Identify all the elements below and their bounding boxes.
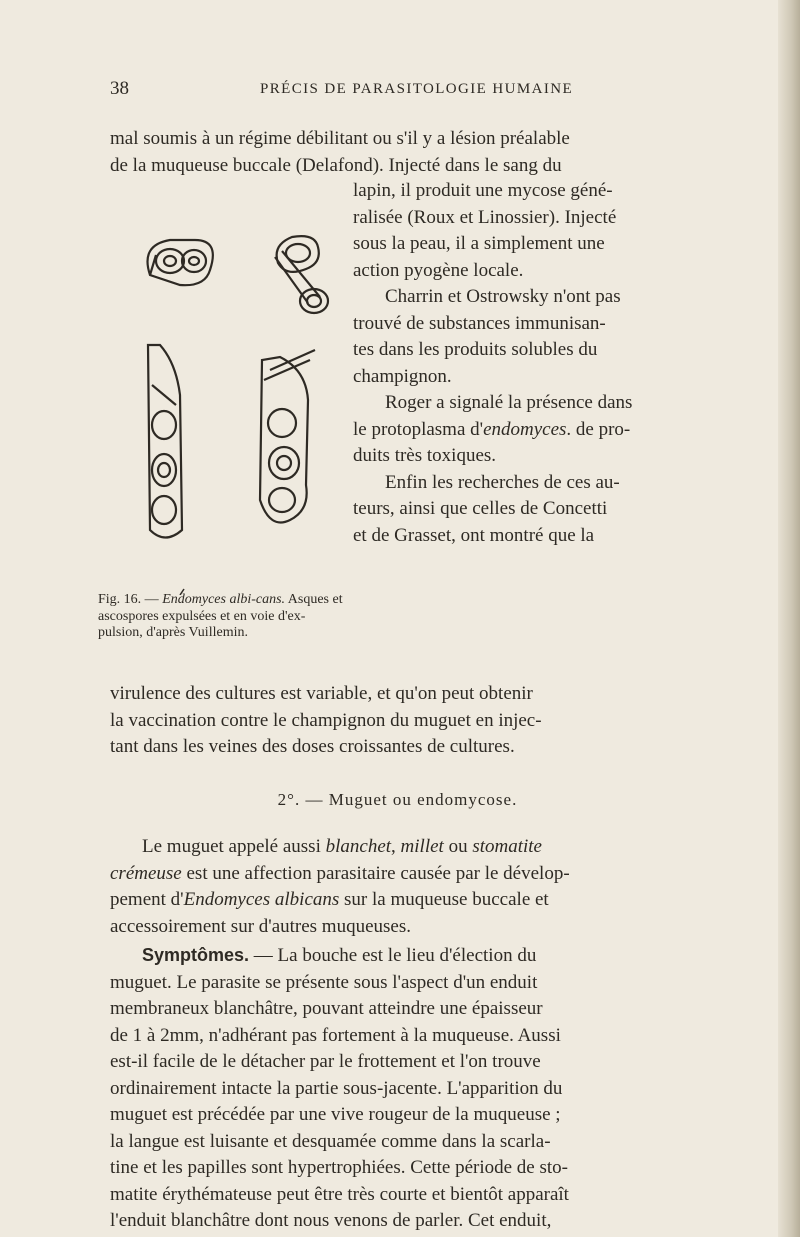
paragraph-virulence bbox=[110, 681, 685, 761]
ascus-bottom-left bbox=[148, 345, 182, 538]
text-line: lapin, il produit une mycose géné- bbox=[353, 180, 613, 201]
text-line: tes dans les produits solubles du bbox=[353, 339, 598, 360]
text-line bbox=[353, 417, 685, 444]
text-line: de 1 à 2mm, n'adhérant pas fortement à la muqueuse. Aussi bbox=[110, 1024, 561, 1046]
text-line: duits très toxiques. bbox=[353, 445, 497, 466]
endomyces-term: endomyces bbox=[483, 418, 567, 440]
caption-text: Asques et ascospores expulsées et en voie d'ex-pulsion, d'après Vuillemin. bbox=[98, 592, 343, 640]
text-fragment: — La bouche est le lieu d'élection du bbox=[249, 945, 537, 966]
text-line: teurs, ainsi que celles de Concetti bbox=[353, 498, 608, 519]
text-fragment: le protoplasma d' bbox=[353, 418, 484, 440]
text-line: tant dans les veines des doses croissantes de cultures. bbox=[110, 736, 515, 757]
ascus-top-right bbox=[275, 236, 328, 313]
text-line: la langue est luisante et desquamée comme dans la scarla- bbox=[110, 1130, 551, 1152]
term-stomatite: stomatite bbox=[472, 836, 542, 857]
asci-illustration bbox=[110, 185, 345, 595]
text-line: Charrin et Ostrowsky n'ont pas bbox=[385, 286, 621, 307]
symptomes-label: Symptômes. bbox=[142, 945, 250, 965]
text-line bbox=[110, 834, 685, 861]
text-line bbox=[110, 861, 685, 888]
text-line: action pyogène locale. bbox=[353, 259, 524, 281]
text-line: tine et les papilles sont hypertrophiées. Cette période de sto- bbox=[110, 1157, 568, 1178]
caption-label: Fig. 16. — bbox=[98, 592, 163, 607]
ascus-top-left bbox=[148, 240, 213, 285]
text-line: l'enduit blanchâtre dont nous venons de parler. Cet enduit, bbox=[110, 1210, 552, 1231]
text-line: la vaccination contre le champignon du muguet en injec- bbox=[110, 709, 542, 731]
text-line: sous la peau, il a simplement une bbox=[353, 233, 605, 254]
text-fragment: est une affection parasitaire causée par le dévelop- bbox=[181, 862, 570, 884]
text-line: trouvé de substances immunisan- bbox=[353, 312, 606, 334]
text-line: matite érythémateuse peut être très courte et bientôt apparaît bbox=[110, 1183, 569, 1205]
paragraph-wrapped bbox=[353, 178, 685, 549]
running-title: PRÉCIS DE PARASITOLOGIE HUMAINE bbox=[260, 81, 574, 97]
term-blanchet: blanchet bbox=[325, 836, 392, 857]
term-cremeuse: crémeuse bbox=[110, 862, 182, 884]
text-line: et de Grasset, ont montré que la bbox=[353, 524, 595, 546]
section-heading: 2°. — Muguet ou endomycose. bbox=[277, 790, 518, 809]
text-line: ralisée (Roux et Linossier). Injecté bbox=[353, 206, 617, 228]
text-fragment: ou bbox=[443, 836, 473, 857]
paragraph-intro bbox=[110, 126, 685, 179]
figure-endomyces-asci bbox=[110, 185, 345, 605]
page-number: 38 bbox=[110, 78, 129, 99]
text-fragment: . de pro- bbox=[566, 418, 631, 440]
text-line: Roger a signalé la présence dans bbox=[385, 392, 633, 413]
text-line bbox=[110, 942, 685, 970]
text-fragment: , bbox=[391, 836, 401, 857]
text-line bbox=[110, 887, 685, 914]
caption-species: Endomyces albi-cans. bbox=[162, 592, 286, 607]
text-line: muguet. Le parasite se présente sous l'aspect d'un enduit bbox=[110, 971, 538, 993]
page-header bbox=[110, 78, 685, 108]
text-line: muguet est précédée par une vive rougeur de la muqueuse ; bbox=[110, 1104, 561, 1125]
text-line: Enfin les recherches de ces au- bbox=[385, 471, 620, 493]
paragraph-symptomes bbox=[110, 942, 685, 1235]
text-line: mal soumis à un régime débilitant ou s'il y a lésion préalable bbox=[110, 128, 570, 149]
text-line: membraneux blanchâtre, pouvant atteindre une épaisseur bbox=[110, 998, 543, 1019]
figure-caption bbox=[98, 592, 348, 642]
text-line: accessoirement sur d'autres muqueuses. bbox=[110, 915, 411, 937]
term-endomyces-albicans: Endomyces albicans bbox=[183, 889, 340, 910]
text-line: virulence des cultures est variable, et qu'on peut obtenir bbox=[110, 683, 533, 704]
text-fragment: sur la muqueuse buccale et bbox=[339, 889, 549, 910]
text-fragment: Le muguet appelé aussi bbox=[142, 836, 326, 857]
text-line: champignon. bbox=[353, 365, 452, 387]
binding-edge bbox=[778, 0, 800, 1237]
paragraph-muguet bbox=[110, 834, 685, 940]
text-fragment: pement d' bbox=[110, 889, 184, 910]
text-line: ordinairement intacte la partie sous-jacente. L'apparition du bbox=[110, 1077, 563, 1099]
ascus-bottom-right bbox=[260, 350, 315, 523]
text-line: est-il facile de le détacher par le frottement et l'on trouve bbox=[110, 1051, 541, 1072]
term-millet: millet bbox=[400, 836, 444, 857]
text-line: de la muqueuse buccale (Delafond). Injecté dans le sang du bbox=[110, 154, 562, 176]
